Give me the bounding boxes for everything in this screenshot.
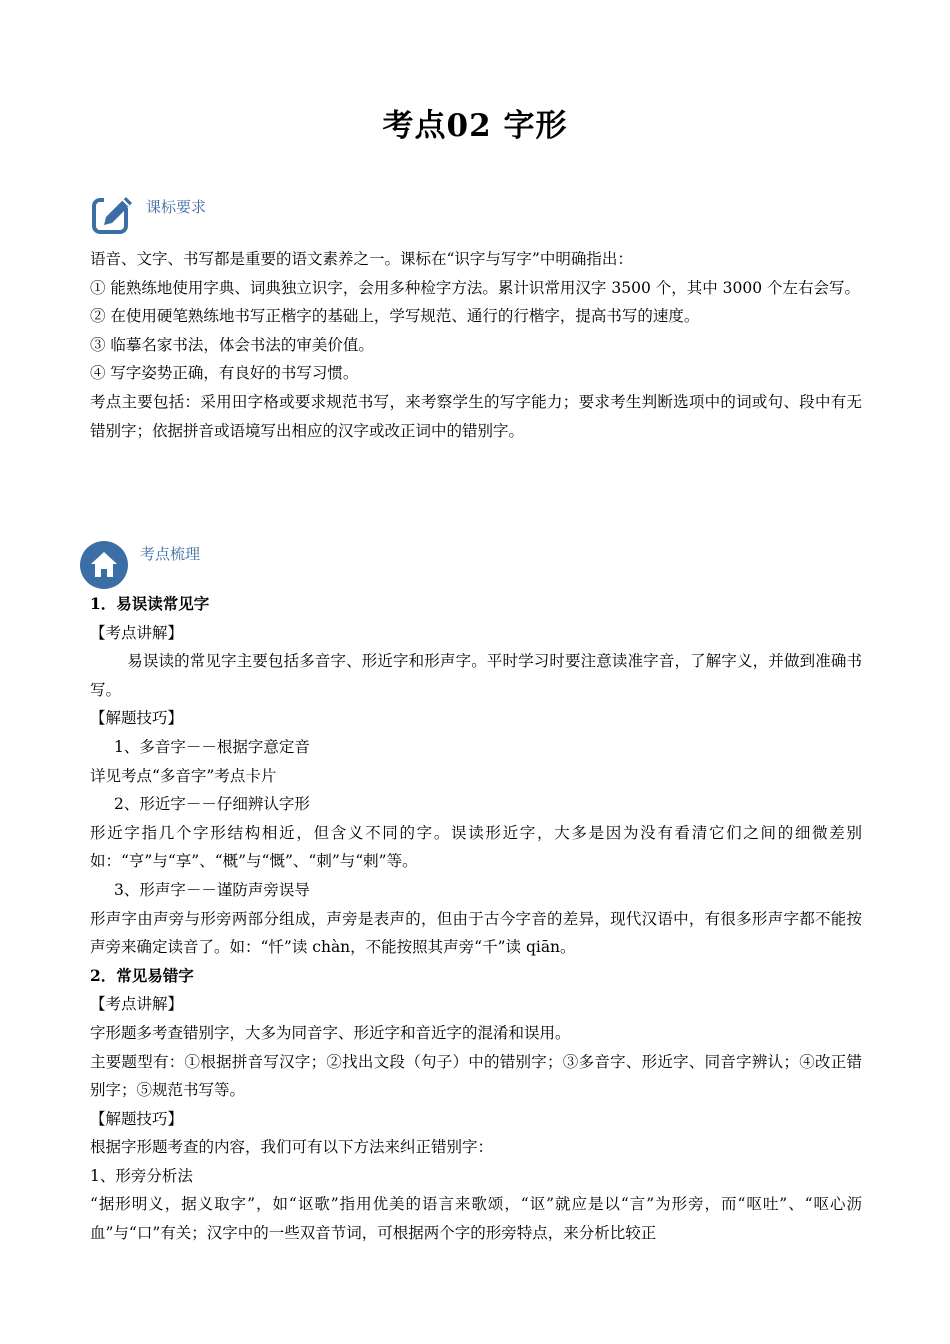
list-item: 2、形近字－－仔细辨认字形 — [114, 795, 310, 814]
edit-icon — [90, 194, 134, 238]
list-item: 3、形声字－－谨防声旁误导 — [114, 880, 310, 899]
list-item: 1、多音字－－根据字意定音 — [114, 737, 310, 756]
paragraph: 考点主要包括：采用田字格或要求规范书写，来考察学生的写字能力；要求考生判断选项中的词或句、段中有无错别字；依据拼音或语境写出相应的汉字或改正词中的错别字。 — [90, 392, 862, 440]
tag: 【解题技巧】 — [90, 1109, 184, 1128]
paragraph — [90, 647, 862, 704]
paragraph: “据形明义，据义取字”，如“讴歌”指用优美的语言来歌颂，“讴”就应是以“言”为形旁，而“呕吐”、“呕心沥血”与“口”有关；汉字中的一些双音节词，可根据两个字的形旁特点，来分析比较正 — [90, 1195, 862, 1243]
tag: 【解题技巧】 — [90, 709, 184, 728]
paragraph: ① 能熟练地使用字典、词典独立识字，会用多种检字方法。累计识常用汉字 3500 个，其中 3000 个左右会写。 — [90, 278, 861, 297]
paragraph: 详见考点“多音字”考点卡片 — [90, 766, 277, 785]
home-icon — [80, 541, 128, 589]
paragraph: 形近字指几个字形结构相近，但含义不同的字。误读形近字，大多是因为没有看清它们之间的细微差别如：“亨”与“享”、“概”与“慨”、“刺”与“剌”等。 — [90, 823, 862, 871]
tag: 【考点讲解】 — [90, 623, 184, 642]
section-header-review — [90, 541, 290, 591]
paragraph-text: 易误读的常见字主要包括多音字、形近字和形声字。平时学习时要注意读准字音，了解字义，并做到准确书写。 — [90, 652, 862, 699]
page-title: 考点02 字形 — [382, 108, 568, 144]
section-label: 考点梳理 — [140, 545, 201, 563]
section-header-curriculum — [90, 194, 290, 240]
paragraph: ③ 临摹名家书法，体会书法的审美价值。 — [90, 335, 374, 354]
paragraph: 根据字形题考查的内容，我们可有以下方法来纠正错别字： — [90, 1138, 494, 1157]
paragraph: ④ 写字姿势正确，有良好的书写习惯。 — [90, 364, 359, 383]
paragraph: 语音、文字、书写都是重要的语文素养之一。课标在“识字与写字”中明确指出： — [90, 250, 633, 268]
section-label: 课标要求 — [146, 198, 207, 216]
paragraph: 主要题型有：①根据拼音写汉字；②找出文段（句子）中的错别字；③多音字、形近字、同音字辨认；④改正错别字；⑤规范书写等。 — [90, 1052, 862, 1100]
paragraph: 字形题多考查错别字，大多为同音字、形近字和音近字的混淆和误用。 — [90, 1023, 571, 1042]
subheading: 2．常见易错字 — [90, 965, 194, 985]
paragraph: 形声字由声旁与形旁两部分组成，声旁是表声的，但由于古今字音的差异，现代汉语中，有很多形声字都不能按声旁来确定读音了。如：“忏”读 chàn，不能按照其声旁“千”读 qiān。 — [90, 909, 862, 957]
subheading: 1．易误读常见字 — [90, 594, 210, 613]
topic-review — [90, 590, 862, 1248]
curriculum-requirements — [90, 245, 862, 445]
list-item: 1、形旁分析法 — [90, 1166, 193, 1185]
tag: 【考点讲解】 — [90, 995, 184, 1014]
paragraph: ② 在使用硬笔熟练地书写正楷字的基础上，学写规范、通行的行楷字，提高书写的速度。 — [90, 307, 700, 326]
